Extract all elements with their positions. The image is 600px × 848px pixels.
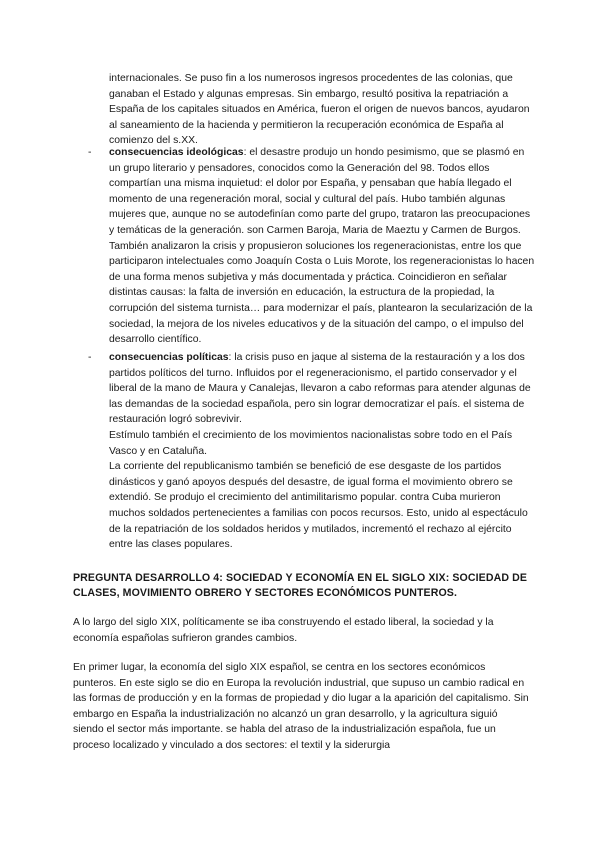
section-paragraph: En primer lugar, la economía del siglo XIX español, se centra en los sectores económicos punteros. En este siglo se dio en Europa la revolución industrial, que supuso un cambio radical en las formas de producción y en la formas de propiedad y dio lugar a la aparición del capitalismo. Sin embargo en España la industrialización no alcanzó un gran desarrollo, y la agricultura siguió siendo el sector más importante. se habla del atraso de la industrialización española, fue un proceso localizado y vinculado a dos sectores: el textil y la siderurgia: [73, 662, 529, 751]
bullet-extra-paragraph: Estímulo también el crecimiento de los movimientos nacionalistas sobre todo en el País Vasco y en Cataluña.: [109, 429, 513, 457]
intro-paragraph: internacionales. Se puso fin a los numerosos ingresos procedentes de las colonias, que ganaban el Estado y algunas empresas. Sin embargo, resultó positiva la repatriación a España de los capitales situados en América, fueron el origen de nuevos bancos, ayudaron al saneamiento de la hacienda y permitieron la recuperación económica de España al comienzo del s.XX.: [109, 73, 530, 147]
section-heading: PREGUNTA DESARROLLO 4: SOCIEDAD Y ECONOMÍA EN EL SIGLO XIX: SOCIEDAD DE CLASES, MOVIMIENTO OBRERO Y SECTORES ECONÓMICOS PUNTEROS.: [73, 572, 528, 600]
bullet-extra-paragraph: También analizaron la crisis y propusieron soluciones los regeneracionistas, entre los que participaron intelectuales como Joaquín Costa o Luis Morote, los regeneracionistas lo hacen de una forma menos subjetiva y más documentada y práctica. Coincidieron en señalar distintas causas: la falta de inversión en educación, la estructura de la propiedad, la corrupción del sistema turnista… para modernizar el país, plantearon la secularización de la sociedad, la mejora de los niveles educativos y de la situación del campo, o el impulso del desarrollo científico.: [109, 240, 535, 346]
bullet-lead-paragraph: [109, 350, 537, 428]
bullet-dash: -: [88, 352, 92, 363]
bullet-dash: -: [88, 147, 92, 158]
bullet-body: [109, 350, 537, 553]
bullet-term: consecuencias políticas: [109, 352, 229, 363]
bullet-lead-paragraph: [109, 145, 537, 239]
bullet-body: [109, 145, 537, 348]
bullet-political-consequences: [88, 350, 548, 553]
bullet-term: consecuencias ideológicas: [109, 147, 244, 158]
bullet-lead-text: : el desastre produjo un hondo pesimismo, que se plasmó en un grupo literario y pensadores, conocidos como la Generación del 98. Todos ellos compartían una misma inquietud: el dolor por España, y pensaban que había llegado el momento de una regeneración moral, social y cultural del país. Hubo también algunas mujeres que, aunque no se autodefinían como parte del grupo, trataron las preocupaciones y temáticas de la generación. son Carmen Baroja, Maria de Maeztu y Carmen de Burgos.: [109, 147, 531, 236]
bullet-ideological-consequences: [88, 145, 548, 348]
section-paragraph: A lo largo del siglo XIX, políticamente se iba construyendo el estado liberal, la sociedad y la economía españolas sufrieron grandes cambios.: [73, 617, 494, 644]
bullet-extra-paragraph: La corriente del republicanismo también se benefició de ese desgaste de los partidos dinásticos y ganó apoyos después del desastre, de igual forma el movimiento obrero se extendió. Se produjo el crecimiento del antimilitarismo popular. contra Cuba murieron muchos soldados pertenecientes a familias con pocos recursos. Esto, unido al espectáculo de la repatriación de los soldados heridos y mutilados, incrementó el rechazo al ejército entre las clases populares.: [109, 461, 528, 551]
bullet-lead-text: : la crisis puso en jaque al sistema de la restauración y a los dos partidos políticos del turno. Influidos por el regeneracionismo, el partido conservador y el liberal de la mano de Maura y Canalejas, llevaron a cabo reformas para atender algunas de las demandas de la sociedad española, pero sin lograr democratizar el país. el sistema de restauración logró sobrevivir.: [109, 352, 531, 426]
